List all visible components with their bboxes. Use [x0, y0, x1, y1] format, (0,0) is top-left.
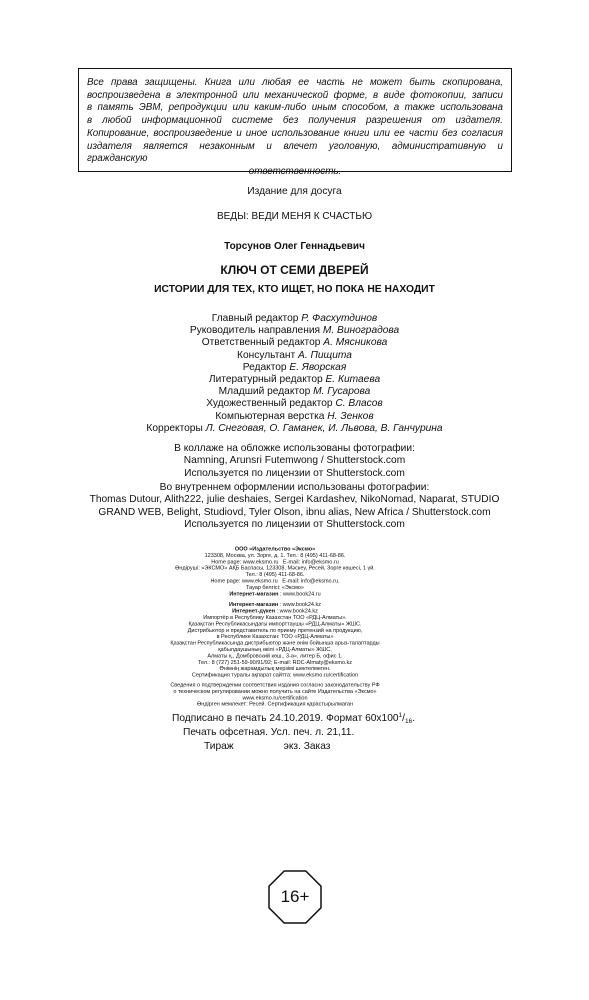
signed-suffix: . [412, 713, 416, 724]
credit-line [0, 350, 589, 362]
online-shop-ru [150, 591, 400, 597]
author-name: Торсунов Олег Геннадьевич [224, 240, 365, 252]
credit-name: М. Виноградова [322, 325, 400, 337]
book-title: КЛЮЧ ОТ СЕМИ ДВЕРЕЙ [220, 263, 369, 277]
distributor-line: Дистрибьютор и представитель по приему претензий на продукцию, [187, 627, 363, 634]
credits-list [0, 313, 589, 435]
certification-info-kz: Сертификация туралы ақпарат сайтта: www.eksmo.ru/certification [191, 672, 359, 679]
online-shop-url: : www.book24.ru [278, 590, 321, 597]
distributor-address: Алматы қ., Домбровский көш., 3-а», литер Б, офис 1. [207, 652, 343, 659]
credit-name: Р. Фасхутдинов [301, 313, 378, 324]
credit-line [0, 423, 589, 435]
interior-photo-sources: GRAND WEB, Belight, Studiovd, Tyler Olson, ibnu alias, New Africa / Shutterstock.com [98, 506, 491, 518]
distributor-line: в Республике Казахстан: ТОО «РДЦ-Алматы» [216, 633, 334, 640]
manufacturer-phone: Тел.: 8 (495) 411-68-86. [245, 571, 305, 578]
trademark: Тауар белгісі: «Эксмо» [245, 584, 304, 591]
credit-name: Е. Китаева [325, 374, 381, 386]
online-shop-url: : www.book24.kz [278, 601, 321, 608]
notice-line: Все права защищены. Книга или любая ее часть не может быть скопирована, [87, 77, 503, 88]
notice-line: издателя является незаконным и влечет уголовную, административную и гражданскую [87, 140, 503, 165]
credit-role: Корректоры [146, 422, 203, 434]
shelf-life: Өнімнің жарамдылық мерзімі шектелмеген. [219, 665, 331, 672]
credit-line [0, 411, 589, 423]
certification-line: Сведения о подтверждении соответствия издания согласно законодательству РФ [170, 681, 380, 688]
credit-name: Н. Зенков [327, 410, 374, 422]
online-shop-url: : www.book24.kz [275, 608, 318, 615]
manufacturer-contacts: Home page: www.eksmo.ru E-mail: info@eksmo.ru. [210, 577, 340, 584]
credit-line [0, 374, 589, 386]
book-subtitle: ИСТОРИИ ДЛЯ ТЕХ, КТО ИЩЕТ, НО ПОКА НЕ НАХОДИТ [154, 283, 435, 295]
notice-line: в любой информационной системе без получения разрешения от издателя. [87, 115, 503, 127]
print-run-order [204, 740, 330, 754]
cover-photo-heading: В коллаже на обложке использованы фотографии: [174, 442, 415, 454]
credit-role: Консультант [237, 349, 296, 361]
age-rating-badge [268, 870, 322, 924]
signed-to-print [172, 712, 415, 726]
credit-name: С. Власов [335, 398, 383, 410]
interior-photo-sources: Thomas Dutour, Alith222, julie deshaies, Sergei Kardashev, NikoNomad, Naparat, STUDIO [89, 494, 500, 506]
format-slash: / [402, 713, 405, 724]
credit-role: Редактор [242, 361, 287, 373]
credit-role: Компьютерная верстка [215, 410, 325, 422]
credit-line [0, 337, 589, 349]
importer-line: Импортёр в Республику Казахстан ТОО «РДЦ-Алматы». [203, 614, 347, 621]
format-denominator: 16 [405, 718, 413, 725]
publisher-contacts: Home page: www.eksmo.ru E-mail: info@eksmo.ru [211, 558, 339, 565]
interior-photo-credits [0, 482, 589, 532]
format-numerator: 1 [398, 712, 403, 719]
credit-role: Ответственный редактор [201, 337, 321, 349]
credit-line [0, 362, 589, 374]
credit-name: Л. Снеговая, О. Гаманек, И. Львова, В. Ганчурина [205, 422, 443, 434]
publisher-address: 123308, Москва, ул. Зорге, д. 1. Тел.: 8 (495) 411-68-86. [204, 552, 346, 559]
kazakhstan-group [150, 602, 400, 679]
importer-line: Қазақстан Республикасындағы импорттаушы «РДЦ-Алматы» ЖШС. [188, 620, 362, 627]
cover-photo-license: Используется по лицензии от Shutterstock.com [184, 467, 405, 479]
credit-line [0, 386, 589, 398]
publisher-imprint [150, 546, 400, 708]
publisher-group [150, 546, 400, 597]
credit-line [0, 398, 589, 410]
order-label: экз. Заказ [283, 741, 331, 752]
distributor-contacts: Тел.: 8 (727) 251-59-90/91/92; E-mail: RDC-Almaty@eksmo.kz [197, 659, 353, 666]
copyright-notice-box [78, 68, 512, 177]
credit-name: Е. Яворская [289, 361, 347, 373]
credit-role: Младший редактор [218, 386, 311, 398]
notice-line: ответственность. [248, 165, 342, 177]
distributor-line: Қазақстан Республикасында дистрибьютор және өнім бойынша арыз-талаптарды [170, 640, 380, 647]
notice-line: в память ЭВМ, репродукции или каким-либо иным способом, а также использована [87, 102, 503, 114]
notice-line: Копирование, воспроизведение и иное использование книги или ее части без согласия [87, 127, 503, 139]
online-shop-label: Интернет-дүкен [232, 608, 276, 615]
credit-line [0, 313, 589, 325]
online-shop-label: Интернет-магазин [229, 601, 279, 608]
notice-line: воспроизведена в электронной или механической форме, в виде фотокопии, записи [87, 89, 503, 101]
series-title: ВЕДЫ: ВЕДИ МЕНЯ К СЧАСТЬЮ [216, 210, 373, 222]
credit-role: Руководитель направления [189, 325, 321, 337]
credit-name: М. Гусарова [313, 386, 371, 398]
edition-type: Издание для досуга [247, 185, 342, 197]
credit-line [0, 325, 589, 337]
country-of-origin: Өндірген мемлекет: Ресей. Сертификация қарастырылмаған [197, 701, 353, 708]
publisher-name: ООО «Издательство «Эксмо» [234, 546, 316, 552]
interior-photo-license: Используется по лицензии от Shutterstock.com [184, 519, 405, 531]
interior-photo-heading: Во внутреннем оформлении использованы фотографии: [159, 481, 430, 493]
distributor-line: қабылдаушының өкілі «РДЦ-Алматы» ЖШС, [218, 646, 332, 653]
credit-name: А. Мясникова [323, 337, 388, 349]
credit-role: Главный редактор [211, 313, 299, 324]
credit-role: Художественный редактор [206, 398, 333, 410]
print-run-label: Тираж [204, 741, 234, 752]
credit-role: Литературный редактор [208, 374, 323, 386]
online-shop-label: Интернет-магазин [229, 590, 279, 597]
printing-method: Печать офсетная. Усл. печ. л. 21,11. [183, 727, 355, 738]
cover-photo-credits [0, 443, 589, 481]
manufacturer-kz: Өндіруші: «ЭКСМО» АҚБ Баспасы, 123308, Мәскеу, Ресей, Зорге көшесі, 1 үй. [175, 565, 375, 572]
signed-text: Подписано в печать 24.10.2019. Формат 60x100 [172, 713, 399, 724]
age-rating-text: 16+ [280, 887, 310, 906]
certification-line: о техническом регулировании можно получить на сайте Издательства «Эксмо» [173, 688, 377, 695]
cover-photo-sources: Namning, Arunsri Futemwong / Shutterstock.com [183, 455, 406, 467]
certification-url: www.eksmo.ru/certification [242, 694, 308, 701]
credit-name: А. Пищита [298, 349, 352, 361]
certification-group [150, 682, 400, 708]
